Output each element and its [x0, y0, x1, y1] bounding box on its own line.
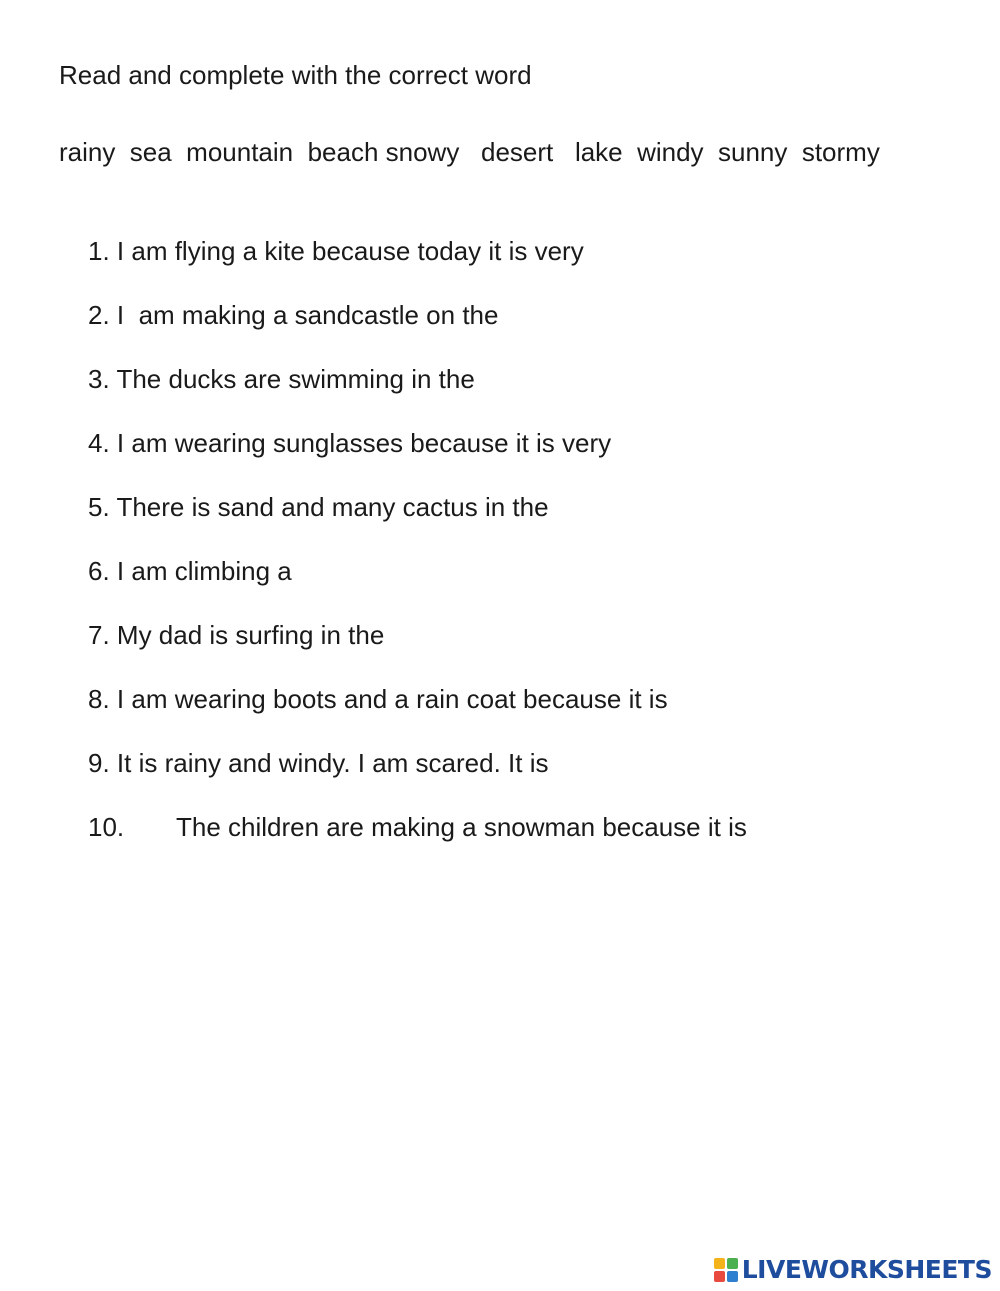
item-text: I am making a sandcastle on the [116, 300, 499, 330]
brand-mark-square [714, 1258, 725, 1269]
item-number: 9. [88, 748, 110, 778]
item-text: I am climbing a [116, 556, 292, 586]
sentence-item [88, 748, 747, 812]
item-number: 1. [88, 236, 110, 266]
item-text: The children are making a snowman because it is [176, 812, 747, 842]
item-text: My dad is surfing in the [116, 620, 385, 650]
item-number: 7. [88, 620, 110, 650]
brand-text: LIVEWORKSHEETS [741, 1255, 992, 1284]
item-text: I am wearing boots and a rain coat because it is [116, 684, 668, 714]
item-number: 10. [88, 812, 125, 842]
sentence-item [88, 428, 747, 492]
item-text: It is rainy and windy. I am scared. It is [116, 748, 549, 778]
item-text: I am wearing sunglasses because it is very [116, 428, 612, 458]
brand-mark-square [727, 1258, 738, 1269]
sentence-item [88, 620, 747, 684]
sentence-item [88, 492, 747, 556]
brand-mark-square [727, 1271, 738, 1282]
sentence-list [88, 236, 747, 876]
sentence-item [88, 300, 747, 364]
sentence-item [88, 556, 747, 620]
item-number: 6. [88, 556, 110, 586]
instruction: Read and complete with the correct word [59, 60, 532, 90]
item-text: I am flying a kite because today it is very [116, 236, 584, 266]
item-number: 2. [88, 300, 110, 330]
sentence-item [88, 236, 747, 300]
item-number: 8. [88, 684, 110, 714]
brand-logo [714, 1255, 992, 1285]
item-number: 5. [88, 492, 110, 522]
brand-mark-square [714, 1271, 725, 1282]
item-text: The ducks are swimming in the [116, 364, 475, 394]
sentence-item [88, 684, 747, 748]
item-number: 3. [88, 364, 110, 394]
item-number: 4. [88, 428, 110, 458]
item-text: There is sand and many cactus in the [116, 492, 549, 522]
brand-mark-icon [714, 1258, 738, 1282]
sentence-item [88, 364, 747, 428]
word-bank: rainy sea mountain beach snowy desert lake windy sunny stormy [59, 137, 880, 167]
sentence-item [88, 812, 747, 876]
